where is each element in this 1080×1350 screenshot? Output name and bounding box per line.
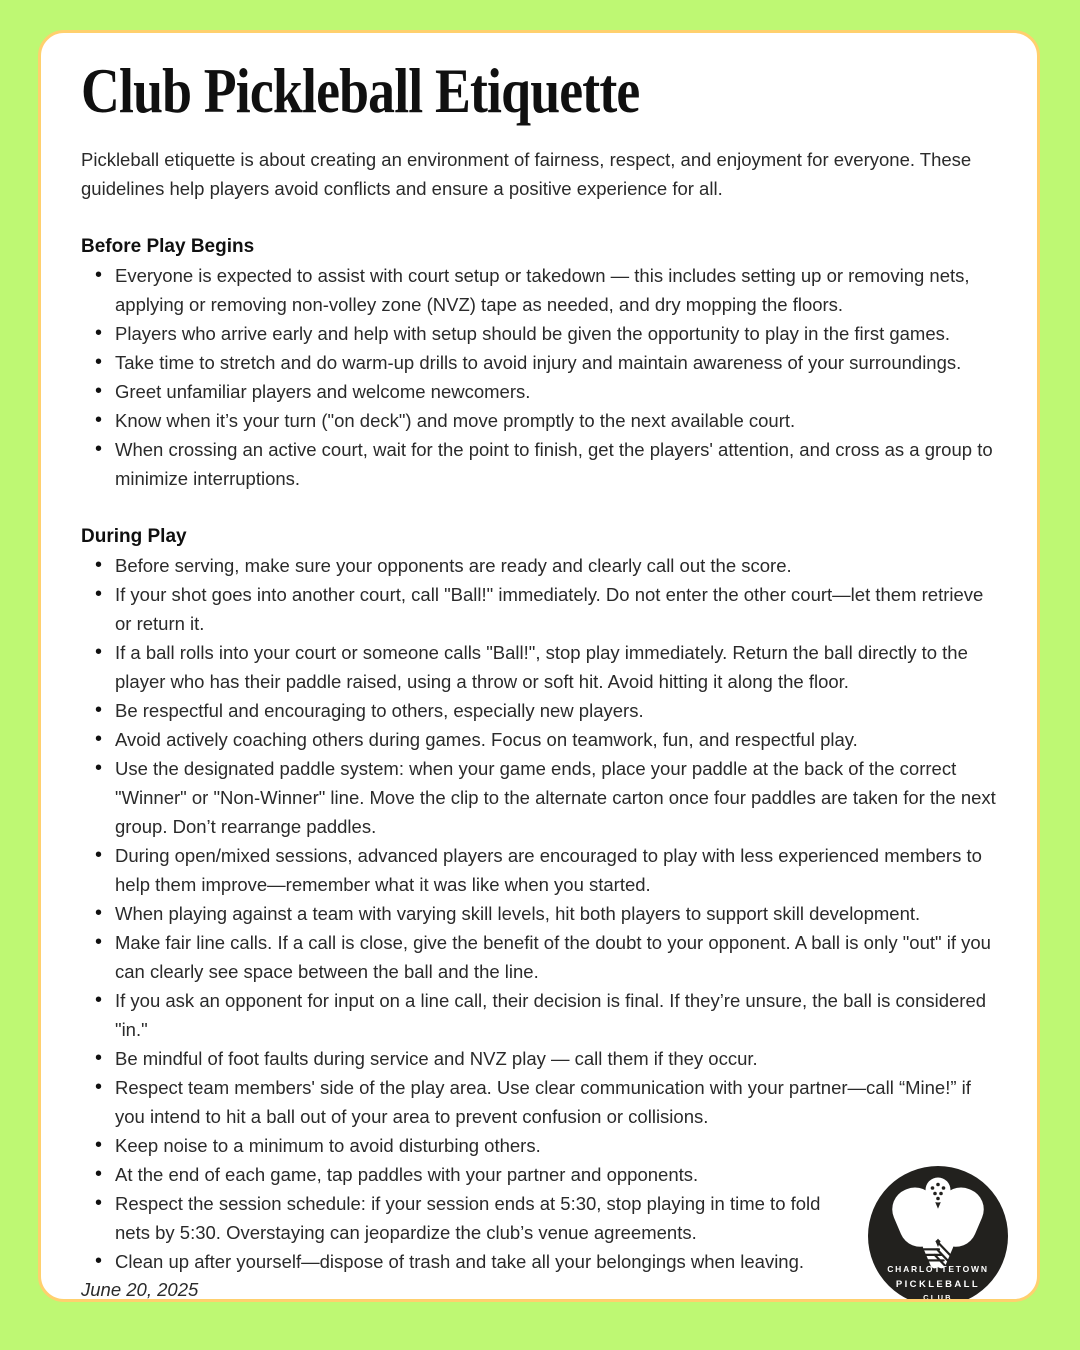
list-item: • Players who arrive early and help with setup should be given the opportunity to play in the first games. [81, 319, 997, 348]
list-item: • If you ask an opponent for input on a line call, their decision is final. If they’re unsure, the ball is considered "in." [81, 986, 997, 1044]
list-item: • Clean up after yourself—dispose of trash and take all your belongings when leaving. [81, 1247, 997, 1276]
document-date: June 20, 2025 [81, 1279, 199, 1300]
during-play-list-continued [81, 1189, 997, 1276]
list-item: • At the end of each game, tap paddles with your partner and opponents. [81, 1160, 997, 1189]
list-item: • Use the designated paddle system: when your game ends, place your paddle at the back of the correct "Winner" or "Non-Winner" line. Move the clip to the alternate carton once four paddles are taken for the next group. Don’t rearrange paddles. [81, 754, 997, 841]
etiquette-card [38, 30, 1040, 1302]
section-heading-during-play: During Play [81, 526, 187, 547]
list-item: • Know when it’s your turn ("on deck") and move promptly to the next available court. [81, 406, 997, 435]
section-heading-before-play: Before Play Begins [81, 236, 255, 257]
list-item: • Be mindful of foot faults during service and NVZ play — call them if they occur. [81, 1044, 997, 1073]
list-item: • Avoid actively coaching others during games. Focus on teamwork, fun, and respectful play. [81, 725, 997, 754]
list-item: • Take time to stretch and do warm-up drills to avoid injury and maintain awareness of your surroundings. [81, 348, 997, 377]
list-item: • Everyone is expected to assist with court setup or takedown — this includes setting up or removing nets, applying or removing non-volley zone (NVZ) tape as needed, and dry mopping the floors. [81, 261, 997, 319]
list-item: • If a ball rolls into your court or someone calls "Ball!", stop play immediately. Return the ball directly to the player who has their paddle raised, using a throw or soft hit. Avoid hitting it along the floor. [81, 638, 997, 696]
list-item: • During open/mixed sessions, advanced players are encouraged to play with less experienced members to help them improve—remember what it was like when you started. [81, 841, 997, 899]
list-item: • When playing against a team with varying skill levels, hit both players to support skill development. [81, 899, 997, 928]
list-item: • Make fair line calls. If a call is close, give the benefit of the doubt to your opponent. A ball is only "out" if you can clearly see space between the ball and the line. [81, 928, 997, 986]
intro-paragraph: Pickleball etiquette is about creating an environment of fairness, respect, and enjoyment for everyone. These guidelines help players avoid conflicts and ensure a positive experience for all. [81, 149, 972, 199]
list-item: • Respect team members' side of the play area. Use clear communication with your partner—call “Mine!” if you intend to hit a ball out of your area to prevent confusion or collisions. [81, 1073, 997, 1131]
list-item: • Be respectful and encouraging to others, especially new players. [81, 696, 997, 725]
bottom-section [81, 1189, 997, 1302]
list-item: • When crossing an active court, wait for the point to finish, get the players' attention, and cross as a group to minimize interruptions. [81, 435, 997, 493]
list-item: • Greet unfamiliar players and welcome newcomers. [81, 377, 997, 406]
logo-text-line3: CLUB [923, 1293, 953, 1302]
logo-text-line1: CHARLOTTETOWN [887, 1264, 989, 1274]
during-play-list [81, 551, 997, 1189]
logo-text-line2: PICKLEBALL [895, 1279, 981, 1290]
before-play-list [81, 261, 997, 493]
list-item: • If your shot goes into another court, call "Ball!" immediately. Do not enter the other court—let them retrieve or return it. [81, 580, 997, 638]
page-title: Club Pickleball Etiquette [81, 55, 640, 126]
list-item: • Keep noise to a minimum to avoid disturbing others. [81, 1131, 997, 1160]
list-item: • Respect the session schedule: if your session ends at 5:30, stop playing in time to fold nets by 5:30. Overstaying can jeopardize the club’s venue agreements. [81, 1189, 997, 1247]
list-item: • Before serving, make sure your opponents are ready and clearly call out the score. [81, 551, 997, 580]
